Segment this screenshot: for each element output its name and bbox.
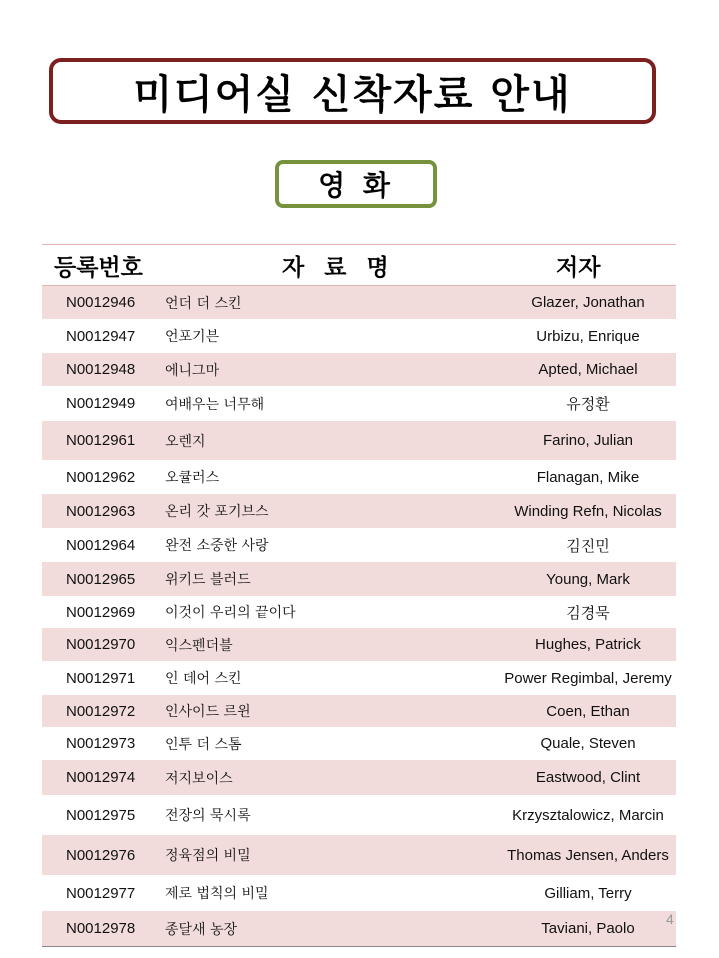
- reg-no-cell: N0012946: [66, 294, 136, 311]
- author-cell: Quale, Steven: [540, 735, 636, 752]
- table-row: [42, 760, 676, 795]
- table-body: [42, 286, 676, 946]
- author-cell: Glazer, Jonathan: [531, 294, 645, 311]
- column-header-title: 자 료 명: [282, 254, 395, 281]
- title-cell: 종달새 농장: [165, 921, 238, 938]
- reg-no-cell: N0012971: [66, 669, 136, 687]
- column-header-reg-no: 등록번호: [54, 254, 143, 281]
- reg-no-cell: N0012963: [66, 502, 136, 520]
- table-header: [42, 245, 676, 286]
- reg-no-cell: N0012975: [66, 806, 136, 824]
- table-row: [42, 661, 676, 695]
- reg-no-cell: N0012962: [66, 468, 136, 486]
- title-cell: 여배우는 너무해: [165, 396, 265, 413]
- author-cell: Winding Refn, Nicolas: [514, 502, 662, 520]
- author-cell: Gilliam, Terry: [544, 884, 632, 902]
- author-cell: Young, Mark: [546, 570, 630, 588]
- title-cell: 인 데어 스킨: [165, 671, 242, 687]
- table-row: [42, 911, 676, 946]
- title-cell: 오렌지: [165, 433, 206, 450]
- author-cell: Flanagan, Mike: [536, 468, 640, 486]
- reg-no-cell: N0012973: [66, 735, 136, 752]
- author-cell: 김경묵: [566, 604, 610, 622]
- category-label: 영 화: [318, 169, 394, 202]
- title-cell: 인사이드 르윈: [165, 704, 251, 720]
- title-cell: 에니그마: [165, 362, 220, 379]
- table-row: [42, 494, 676, 528]
- title-cell: 익스펜더블: [165, 637, 233, 654]
- title-cell: 제로 법칙의 비밀: [165, 886, 269, 902]
- table-row: [42, 596, 676, 628]
- author-cell: Apted, Michael: [538, 361, 638, 378]
- reg-no-cell: N0012974: [66, 769, 136, 786]
- author-cell: Power Regimbal, Jeremy: [504, 669, 672, 687]
- title-cell: 저지보이스: [165, 770, 233, 787]
- author-cell: Eastwood, Clint: [535, 769, 641, 786]
- author-cell: Urbizu, Enrique: [536, 327, 640, 345]
- reg-no-cell: N0012970: [66, 636, 136, 653]
- page-number: 4: [666, 911, 674, 927]
- reg-no-cell: N0012948: [66, 361, 136, 378]
- table-row: [42, 835, 676, 875]
- author-cell: Taviani, Paolo: [541, 920, 635, 937]
- title-cell: 언더 더 스킨: [165, 295, 242, 312]
- title-cell: 위키드 블러드: [165, 572, 251, 588]
- table-row: [42, 421, 676, 460]
- table-row: [42, 528, 676, 562]
- reg-no-cell: N0012977: [66, 884, 136, 902]
- table-row: [42, 319, 676, 353]
- reg-no-cell: N0012969: [66, 603, 136, 621]
- author-cell: Krzysztalowicz, Marcin: [512, 806, 664, 824]
- title-cell: 정육점의 비밀: [165, 848, 251, 864]
- title-cell: 전장의 묵시록: [165, 808, 251, 824]
- table-row: [42, 695, 676, 727]
- title-cell: 인투 더 스톰: [165, 736, 242, 753]
- category-banner: [275, 160, 437, 208]
- author-cell: Thomas Jensen, Anders: [507, 846, 669, 864]
- reg-no-cell: N0012947: [66, 327, 136, 345]
- author-cell: 유정환: [566, 396, 610, 413]
- table-row: [42, 628, 676, 661]
- reg-no-cell: N0012978: [66, 920, 136, 937]
- reg-no-cell: N0012964: [66, 536, 136, 554]
- table-row: [42, 875, 676, 911]
- title-cell: 이것이 우리의 끝이다: [165, 605, 296, 621]
- title-cell: 언포기븐: [165, 329, 220, 345]
- title-cell: 온리 갓 포기브스: [165, 504, 269, 520]
- reg-no-cell: N0012949: [66, 395, 136, 412]
- column-header-author: 저자: [556, 254, 601, 281]
- reg-no-cell: N0012961: [66, 432, 136, 449]
- table-row: [42, 562, 676, 596]
- title-banner: [49, 58, 656, 124]
- table-row: [42, 353, 676, 386]
- table-row: [42, 727, 676, 760]
- author-cell: Hughes, Patrick: [535, 636, 641, 653]
- reg-no-cell: N0012972: [66, 702, 136, 720]
- author-cell: 김진민: [566, 537, 610, 555]
- author-cell: Farino, Julian: [542, 432, 634, 449]
- table-row: [42, 286, 676, 319]
- author-cell: Coen, Ethan: [546, 702, 630, 720]
- table-row: [42, 795, 676, 835]
- title-cell: 오큘러스: [165, 470, 220, 486]
- reg-no-cell: N0012976: [66, 846, 136, 864]
- reg-no-cell: N0012965: [66, 570, 136, 588]
- table-row: [42, 386, 676, 421]
- page-title: 미디어실 신착자료 안내: [133, 71, 572, 118]
- table-row: [42, 460, 676, 494]
- new-arrivals-table: [42, 244, 676, 947]
- title-cell: 완전 소중한 사랑: [165, 538, 269, 554]
